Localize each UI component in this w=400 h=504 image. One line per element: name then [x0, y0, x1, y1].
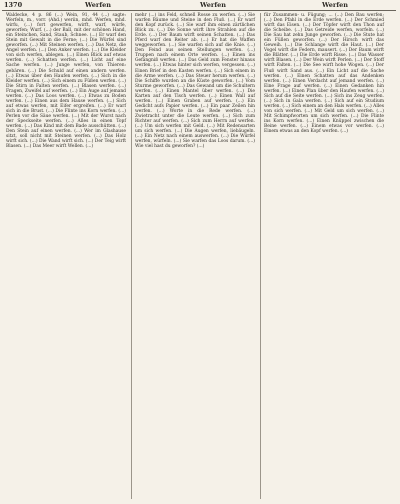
running-head-2: Werfen [200, 1, 226, 9]
column-divider-1 [131, 13, 132, 499]
column-2: mehr (...) ins Feld, schnell Rosse zu werfen. (...) Sie warfen Bäume und Steine in den Fluß. (...) Er warf den Kopf zurück. (...) Sie warf ihm einen zärtlichen Blick zu. (...) Die Sonne wirft ihre Strahlen auf die Erde. (...) Der Baum wirft seinen Schatten. (...) Das Pferd warf den Reiter ab. (...) Er hat die Waffen weggeworfen. (...) Sie warfen sich auf die Knie. (...) Den Feind aus seinen Stellungen werfen. (...) Truppen nach einem Orte werfen. (...) Einen ins Gefängniß werfen. (...) Das Geld zum Fenster hinaus werfen. (...) Etwas hinter sich werfen, vergessen. (...) Einen Brief in den Kasten werfen. (...) Sich einem in die Arme werfen. (...) Das Steuer herum werfen. (...) Die Schiffe wurden an die Küste geworfen. (...) Vom Sturme geworfen. (...) Das Gewand um die Schultern werfen. (...) Einen Mantel über werfen. (...) Die Karten auf den Tisch werfen. (...) Einen Wall auf werfen. (...) Einen Graben auf werfen. (...) Ein Gedicht aufs Papier werfen. (...) Ein paar Zeilen hin werfen. (...) Worte in die Rede werfen. (...) Zwietracht unter die Leute werfen. (...) Sich zum Richter auf werfen. (...) Sich zum Herrn auf werfen. (...) Um sich werfen mit Geld. (...) Mit Redensarten um sich werfen. (...) Die Augen werfen, liebäugeln. (...) Ein Netz nach einem auswerfen. (...) Die Würfel werfen, würfeln. (...) Sie warfen das Loos darum. (...) Wie viel hast du geworfen? (...) [135, 13, 257, 150]
running-head-1: Werfen [85, 1, 111, 9]
column-divider-2 [260, 13, 261, 499]
column-1: Waldecke, 4 p. 86 (...) Wein, 91, 44 (...) sagte: Werfeln, m., vorr. (Ahd.) weriin, mhd. Werfen, mhd. wirfu, (...) fort gewerfen, wirft, warf, würfe, geworfen; Wurf. (...) der Ball, mit der schönen Hand, ein Steinchen, Sand, Staub, Schnee. (...) Er warf den Stein mit Gewalt in die Ferne; (...) Die Würfel sind geworfen. (...) Mit Steinen werfen. (...) Das Netz, die Angel werfen. (...) Den Anker werfen. (...) Die Kleider von sich werfen, ablegen. (...) Einen Blick auf etwas werfen. (...) Schatten werfen. (...) Licht auf eine Sache werfen. (...) Junge werfen, von Thieren: gebären. (...) Die Schuld auf einen andern werfen. (...) Etwas über den Haufen werfen. (...) Sich in die Kleider werfen. (...) Sich einem zu Füßen werfen. (...) Die Stirn in Falten werfen. (...) Blasen werfen. (...) Fragen, Zweifel auf werfen. (...) Ein Auge auf jemand werfen. (...) Das Loos werfen. (...) Etwas zu Boden werfen. (...) Einen aus dem Hause werfen. (...) Sich auf etwas werfen, mit Eifer ergreifen. (...) Er warf sich in die Brust. (...) Die Flinte ins Korn werfen. (...) Perlen vor die Säue werfen. (...) Mit der Wurst nach der Speckseite werfen. (...) Alles in einen Topf werfen. (...) Das Kind mit dem Bade ausschütten. (...) Den Stein auf einen werfen. (...) Wer im Glashause sitzt, soll nicht mit Steinen werfen. (...) Das Holz wirft sich. (...) Die Wand wirft sich. (...) Der Teig wirft Blasen. (...) Das Meer wirft Wellen. (...) [6, 13, 128, 150]
running-head-3: Werfen [322, 1, 348, 9]
page-number: 1370 [4, 1, 23, 9]
header-rule [2, 10, 396, 11]
column-3: für Zusammen- u. Fügung; ... (...) Den Bau werfen; (...) Den Pfahl in die Erde werfen. (...) Der Schmied wirft das Eisen. (...) Der Töpfer wirft den Thon auf die Scheibe. (...) Das Getreide werfen, worfeln. (...) Die Sau hat zehn Junge geworfen. (...) Die Stute hat ein Füllen geworfen. (...) Der Hirsch wirft das Geweih. (...) Die Schlange wirft die Haut. (...) Der Vogel wirft die Federn, mausert. (...) Der Baum wirft die Blätter. (...) Die Erde wirft Risse. (...) Das Wasser wirft Blasen. (...) Der Wein wirft Perlen. (...) Der Stoff wirft Falten. (...) Die See wirft hohe Wogen. (...) Der Fluß wirft Sand aus. (...) Ein Licht auf die Sache werfen. (...) Einen Schatten auf das Andenken werfen. (...) Einen Verdacht auf jemand werfen. (...) Eine Frage auf werfen. (...) Einen Gedanken hin werfen. (...) Einen Plan über den Haufen werfen. (...) Sich auf die Seite werfen. (...) Sich ins Zeug werfen. (...) Sich in Gala werfen. (...) Sich auf ein Studium werfen. (...) Sich einem an den Hals werfen. (...) Alles von sich werfen. (...) Mit Geld um sich werfen. (...) Mit Schimpfworten um sich werfen. (...) Die Flinte ins Korn werfen. (...) Einen Knüppel zwischen die Beine werfen. (...) Einem etwas vor werfen. (...) Einem etwas an den Kopf werfen. (...) [264, 13, 386, 135]
